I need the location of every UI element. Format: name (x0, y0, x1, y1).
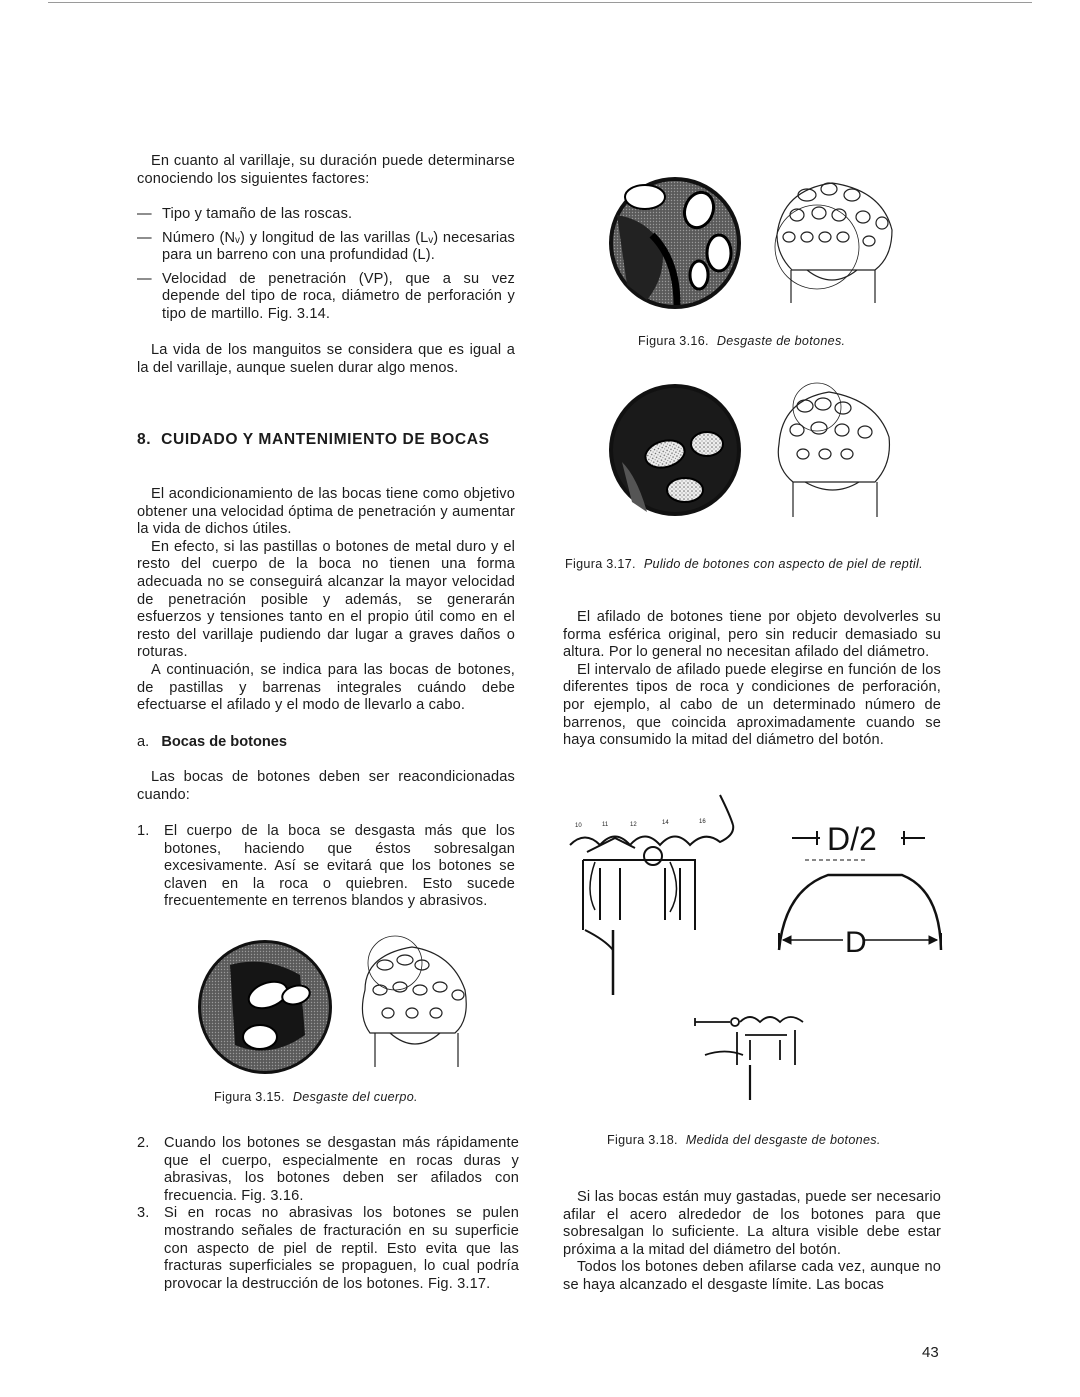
caption-title: Pulido de botones con aspecto de piel de reptil. (643, 557, 923, 571)
factor-text: Velocidad de penetración (VP), que a su vez depende del tipo de roca, diámetro de perforación y tipo de martillo. Fig. 3.14. (162, 270, 515, 322)
figure-3-18-caption (607, 1133, 881, 1147)
item-number: 3. (137, 1205, 150, 1222)
polished-buttons-closeup (609, 384, 741, 516)
sharpening-paragraphs (563, 609, 941, 750)
button-intro-text: Las bocas de botones deben ser reacondicionadas cuando: (137, 769, 515, 803)
figure-3-15-caption (214, 1090, 418, 1104)
page-number: 43 (922, 1344, 939, 1361)
body-paragraph: El acondicionamiento de las bocas tiene como objetivo obtener una velocidad óptima de penetración y aumentar la vida de dichos útiles. (137, 486, 515, 538)
button-bit-outline (775, 183, 892, 303)
dash-bullet: — (137, 206, 152, 222)
subsection-heading (137, 734, 287, 750)
condition-items (137, 1135, 519, 1293)
item-text: El cuerpo de la boca se desgasta más que los botones, haciendo que éstos sobresalgan excesivamente. Así se evitará que los botones se claven en la roca o quiebren. Esto sucede frecuentemente en terrenos blandos y abrasivos. (164, 823, 515, 910)
condition-item-1 (137, 823, 515, 911)
scale-tick-label: 12 (630, 822, 637, 828)
figure-3-16-illustration (607, 175, 897, 315)
numbered-item (137, 1135, 519, 1205)
intro-paragraph: En cuanto al varillaje, su duración puede determinarse conociendo los siguientes factores: (137, 153, 515, 187)
caption-title: Medida del desgaste de botones. (685, 1133, 881, 1147)
button-intro (137, 769, 515, 804)
figure-3-17-illustration (607, 382, 897, 522)
worn-body-closeup (198, 940, 332, 1074)
subsection-letter: a. (137, 734, 150, 750)
body-paragraph: El afilado de botones tiene por objeto devolverles su forma esférica original, pero sin reducir demasiado su altura. Por lo general no necesitan afilado del diámetro. (563, 609, 941, 661)
caption-label: Figura 3.18. (607, 1133, 678, 1147)
item-text: Si en rocas no abrasivas los botones se pulen mostrando señales de fracturación en su superficie con aspecto de piel de reptil. Esto evita que las fracturas superficiales se propaguen, lo cual podría provocar la destrucción de los botones. Fig. 3.17. (164, 1205, 519, 1292)
subsection-title: Bocas de botones (161, 734, 288, 750)
body-paragraph: En efecto, si las pastillas o botones de metal duro y el resto del cuerpo de la boca no tienen una forma adecuada no se conseguirá alcanzar la mayor velocidad de penetración posible y además, se generarán esfuerzos y tensiones tanto en el propio útil como en el resto del varillaje pudiendo dar lugar a graves daños o roturas. (137, 538, 515, 661)
section-number: 8. (137, 431, 152, 448)
top-rule (48, 2, 1032, 3)
sleeves-text: La vida de los manguitos se considera que es igual a la del varillaje, aunque suelen durar algo menos. (137, 342, 515, 376)
button-bit-outline (362, 936, 466, 1067)
worn-buttons-closeup (609, 177, 741, 309)
factor-text: Tipo y tamaño de las roscas. (162, 206, 353, 222)
factor-item (137, 230, 515, 265)
sleeves-paragraph (137, 342, 515, 377)
small-gauge-drawing (695, 1017, 803, 1100)
scale-ticks (575, 819, 706, 829)
caption-label: Figura 3.15. (214, 1090, 285, 1104)
factor-list (137, 206, 515, 324)
dash-bullet: — (137, 229, 152, 246)
button-bit-outline (778, 383, 889, 517)
scale-tick-label: 14 (662, 820, 669, 826)
factor-item (137, 206, 515, 224)
figure-3-18-illustration (565, 790, 945, 1105)
varillaje-intro (137, 153, 515, 188)
item-number: 1. (137, 823, 150, 839)
item-text: Cuando los botones se desgastan más rápidamente que el cuerpo, especialmente en rocas duras y abrasivas, los botones deben ser afilados con frecuencia. Fig. 3.16. (164, 1135, 519, 1204)
body-paragraph: A continuación, se indica para las bocas de botones, de pastillas y barrenas integrales cuándo debe efectuarse el afilado y el modo de llevarlo a cabo. (137, 661, 515, 714)
figure-3-17-caption (565, 557, 923, 571)
section-body (137, 486, 515, 715)
dash-bullet: — (137, 270, 152, 287)
wear-gauge-drawing (570, 795, 733, 995)
scale-tick-label: 11 (602, 822, 609, 828)
figure-3-15-illustration (190, 935, 490, 1080)
scale-tick-label: 16 (699, 819, 706, 825)
body-paragraph: El intervalo de afilado puede elegirse en función de los diferentes tipos de roca y condiciones de perforación, por ejemplo, al cabo de un determinado número de barrenos, que coincida aproximadamente cuando se haya consumido la mitad del diámetro del botón. (563, 661, 941, 749)
closing-paragraphs (563, 1189, 941, 1295)
caption-label: Figura 3.16. (638, 334, 709, 348)
figure-3-16-caption (638, 334, 845, 348)
body-paragraph: Si las bocas están muy gastadas, puede ser necesario afilar el acero alrededor de los botones para que sobresalgan lo suficiente. La altura visible debe estar próxima a la mitad del diámetro del botón. (563, 1189, 941, 1258)
half-diameter-label: D/2 (827, 821, 877, 857)
factor-text: Número (Nᵥ) y longitud de las varillas (Lᵥ) necesarias para un barreno con una profundidad (L). (162, 229, 515, 264)
body-paragraph: Todos los botones deben afilarse cada vez, aunque no se haya alcanzado el desgaste límite. Las bocas (563, 1259, 941, 1293)
section-heading (137, 431, 490, 449)
caption-label: Figura 3.17. (565, 557, 636, 571)
numbered-item (137, 1205, 519, 1293)
section-title: CUIDADO Y MANTENIMIENTO DE BOCAS (161, 431, 490, 448)
scale-tick-label: 10 (575, 823, 582, 829)
diameter-label: D (845, 926, 867, 959)
caption-title: Desgaste de botones. (716, 334, 846, 348)
numbered-item (137, 823, 515, 911)
factor-item (137, 271, 515, 324)
item-number: 2. (137, 1135, 150, 1151)
caption-title: Desgaste del cuerpo. (292, 1090, 418, 1104)
